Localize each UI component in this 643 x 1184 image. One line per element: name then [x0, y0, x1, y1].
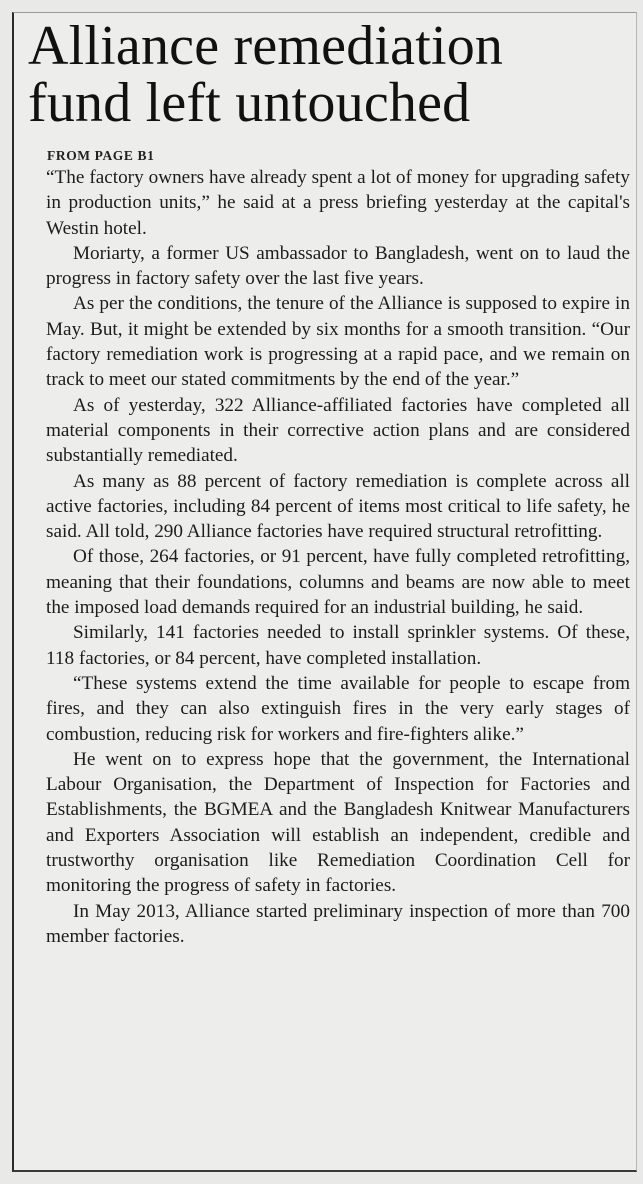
paragraph-7: Similarly, 141 factories needed to install sprinkler systems. Of these, 118 factories, or 84 percent, have completed installation. — [46, 622, 630, 669]
headline-line-1: Alliance remediation — [28, 15, 504, 77]
paragraph-5: As many as 88 percent of factory remediation is complete across all active factories, including 84 percent of items most critical to life safety, he said. All told, 290 Alliance factories have required structural retrofitting. — [46, 470, 630, 543]
paragraph-9: He went on to express hope that the government, the International Labour Organisation, the Department of Inspection for Factories and Establishments, the BGMEA and the Bangladesh Knitwear Manufacturers and Exporters Association will establish an independent, credible and trustworthy organisation like Remediation Coordination Cell for monitoring the progress of safety in factories. — [46, 748, 630, 897]
continuation-kicker: FROM PAGE B1 — [47, 148, 155, 163]
paragraph-1: “The factory owners have already spent a lot of money for upgrading safety in production units,” he said at a press briefing yesterday at the capital's Westin hotel. — [46, 167, 630, 239]
headline — [28, 15, 618, 134]
paragraph-10: In May 2013, Alliance started preliminary inspection of more than 700 member factories. — [46, 900, 630, 947]
paragraph-6: Of those, 264 factories, or 91 percent, have fully completed retrofitting, meaning that their foundations, columns and beams are now able to meet the imposed load demands required for an industrial building, he said. — [46, 546, 630, 619]
article-body — [46, 165, 630, 949]
paragraph-4: As of yesterday, 322 Alliance-affiliated factories have completed all material components in their corrective action plans and are considered substantially remediated. — [46, 394, 630, 467]
paragraph-2: Moriarty, a former US ambassador to Bangladesh, went on to laud the progress in factory safety over the last five years. — [46, 242, 630, 290]
paragraph-8: “These systems extend the time available for people to escape from fires, and they can also extinguish fires in the very early stages of combustion, reducing risk for workers and fire-fighters alike.” — [46, 672, 630, 745]
headline-line-2: fund left untouched — [28, 72, 471, 134]
paragraph-3: As per the conditions, the tenure of the Alliance is supposed to expire in May. But, it might be extended by six months for a smooth transition. “Our factory remediation work is progressing at a rapid pace, and we remain on track to meet our stated commitments by the end of the year.” — [46, 293, 630, 391]
